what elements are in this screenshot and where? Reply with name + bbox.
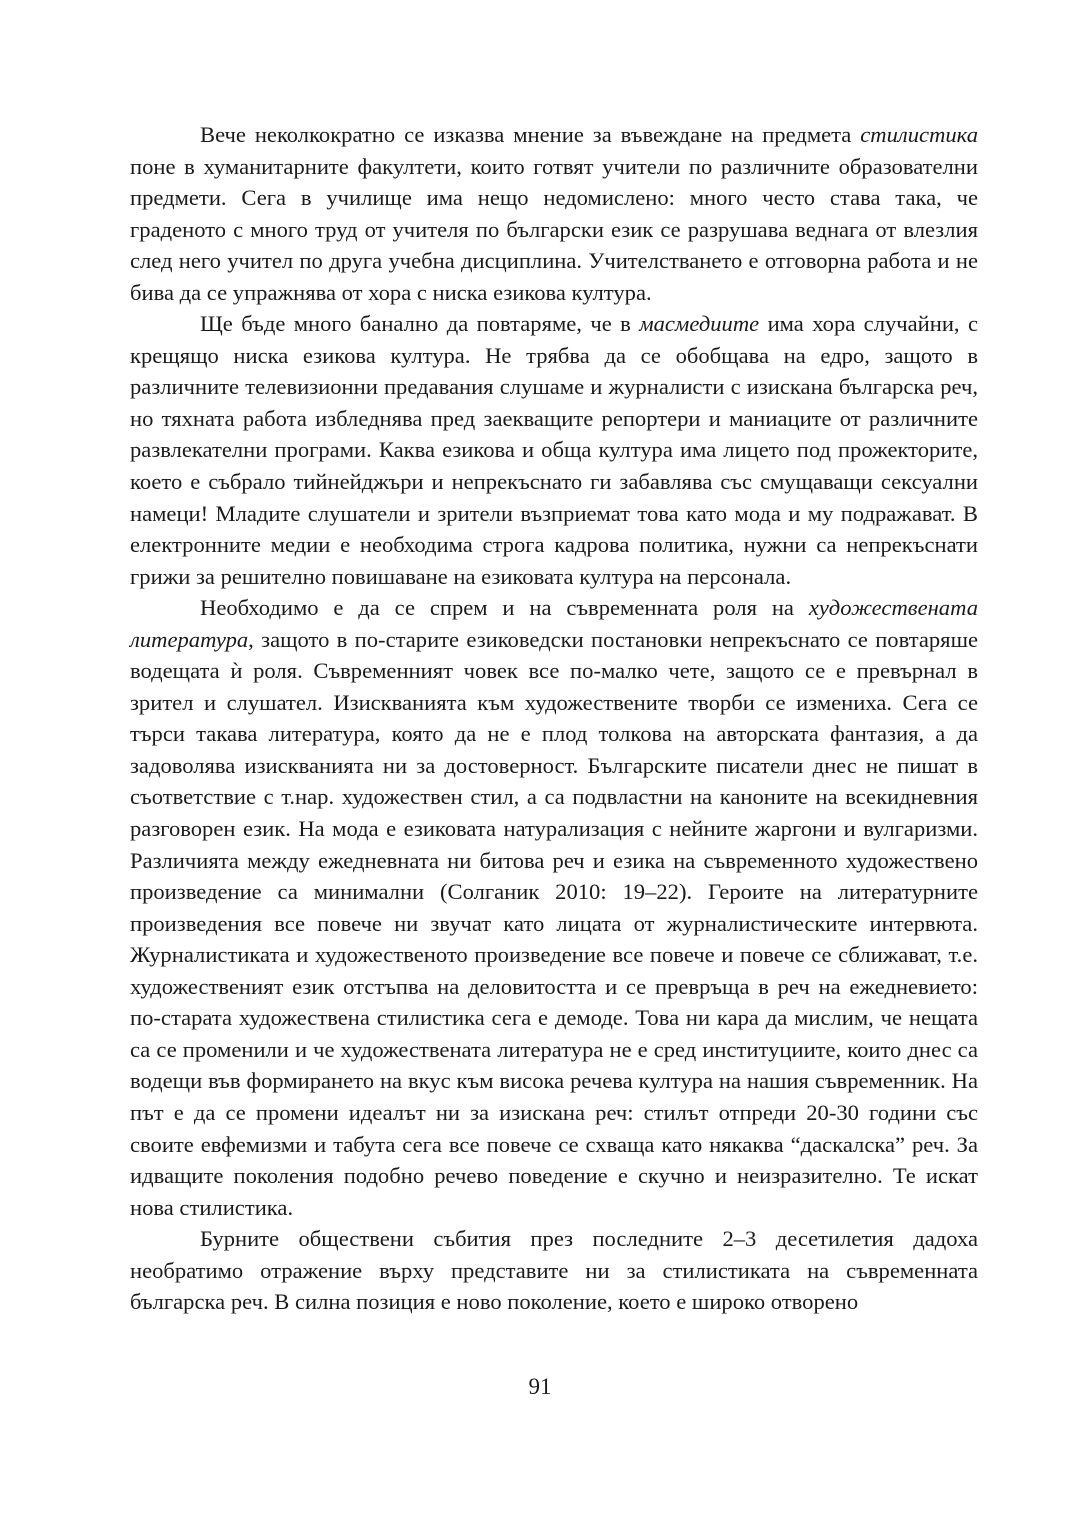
paragraph-text: Вече неколкократно се изказва мнение за въвеждане на предмета bbox=[200, 122, 861, 147]
paragraph-text: има хора случайни, с крещящо ниска езикова култура. Не трябва да се обобщава на едро, защото в различните телевизионни предавания слушаме и журналисти с изискана българска реч, но тяхната работа избледнява пред заекващите репортери и маниаците от различните развлекателни програми. Каква езикова и обща култура има лицето под прожекторите, което е събрало тийнейджъри и непрекъснато ги забавлява със смущаващи сексуални намеци! Младите слушатели и зрители възприемат това като мода и му подражават. В електронните медии е необходима строга кадрова политика, нужни са непрекъснати грижи за решително повишаване на езиковата култура на персонала. bbox=[130, 311, 979, 589]
paragraph-text: Ще бъде много банално да повтаряме, че в bbox=[200, 311, 640, 337]
paragraph bbox=[130, 1223, 978, 1318]
paragraph-text: Бурните обществени събития през последните 2–3 десетилетия дадоха необратимо отражение върху представите ни за стилистиката на съвременната българска реч. В силна позиция е ново поколение, което е широко отворено bbox=[130, 1226, 978, 1315]
paragraph-text: Необходимо е да се спрем и на съвременната роля на bbox=[200, 595, 809, 621]
paragraph bbox=[130, 592, 978, 1223]
paragraph-text: поне в хуманитарните факултети, които готвят учители по различните образователни предмети. Сега в училище има нещо недомислено: много често става така, че граденото с много труд от учителя по български език се разрушава веднага от влезлия след него учител по друга учебна дисциплина. Учителстването е отговорна работа и не бива да се упражнява от хора с ниска езикова култура. bbox=[130, 153, 978, 305]
paragraph-text-italic: художествената литература bbox=[130, 595, 978, 652]
paragraph bbox=[130, 119, 978, 308]
paragraph bbox=[130, 308, 978, 592]
paragraph-text-italic: масмедиите bbox=[639, 311, 760, 337]
page-body bbox=[130, 119, 978, 1318]
paragraph-text: , защото в по-старите езиковедски постановки непрекъснато се повтаряше водещата ѝ роля. Съвременният човек все по-малко чете, защото се е превърнал в зрител и слушател. Изискванията към художествените творби се измениха. Сега се търси такава литература, която да не е плод толкова на авторската фантазия, а да задоволява изискванията ни за достоверност. Българските писатели днес не пишат в съответствие с т.нар. художествен стил, а са подвластни на каноните на всекидневния разговорен език. На мода е езиковата натурализация с нейните жаргони и вулгаризми. Различията между ежедневната ни битова реч и езика на съвременното художествено произведение са минимални (Солганик 2010: 19–22). Героите на литературните произведения все повече ни звучат като лицата от журналистическите интервюта. Журналистиката и художественото произведение все повече и повече се сближават, т.е. художественият език отстъпва на деловитостта и се превръща в реч на ежедневието: по-старата художествена стилистика сега е демоде. Това ни кара да мислим, че нещата са се променили и че художествената литература не е сред институциите, които днес са водещи във формирането на вкус към висока речева култура на нашия съвременник. На път е да се промени идеалът ни за изискана реч: стилът отпреди 20-30 години със своите евфемизми и табута сега все повече се схваща като някаква “даскалска” реч. За идващите поколения подобно речево поведение е скучно и неизразително. Те искат нова стилистика. bbox=[130, 626, 978, 1220]
paragraph-text-italic: стилистика bbox=[860, 122, 978, 147]
page-number: 91 bbox=[528, 1374, 552, 1399]
